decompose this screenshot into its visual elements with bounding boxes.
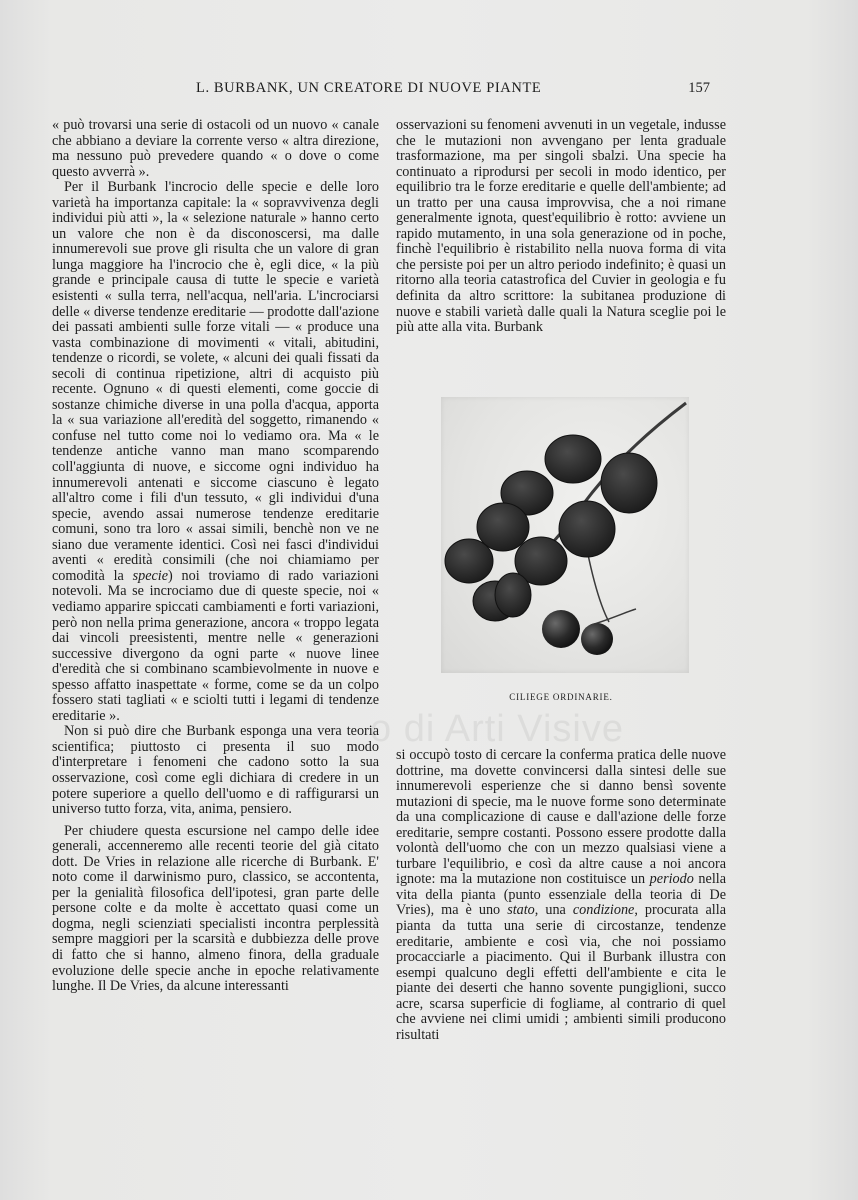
paragraph: osservazioni su fenomeni avvenuti in un vegetale, indusse che le mutazioni non avvengano per lenta graduale trasformazione, ma per singoli sbalzi. Una specie ha continuato a riprodursi per secoli in modo identico, per equilibrio tra le forze ereditarie e quelle dell'ambiente; ad un tratto per una causa improvvisa, che a noi rimane generalmente ignota, quest'equilibrio è rotto: avviene un rapido mutamento, in una sola generazione od in poche, finchè l'equilibrio è ristabilito nella nuova forma di vita che persiste poi per un altro periodo indefinito; è quasi un ritorno alla teoria catastrofica del Cuvier in geologia e fu definita da altro scrittore: la subitanea produzione di nuove e stabili varietà dalle quali la Natura sceglie poi le più atte alla vita. Burbank [396, 117, 726, 336]
leaf [559, 501, 615, 557]
running-header [196, 80, 710, 97]
paragraph: Per il Burbank l'incrocio delle specie e delle loro varietà ha importanza capitale: la « sopravvivenza degli individui più atti », la « selezione naturale » hanno certo un valore che non è da disconoscersi, ma dalle innumerevoli sue prove gli risulta che un valore di gran lunga maggiore ha l'incrocio che è, egli dice, « la più grande e principale causa di tutte le specie e varietà esistenti « sulla terra, nell'acqua, nell'aria. L'incrociarsi delle « diverse tendenze ereditarie — prodotte dall'azione dei passati ambienti sulle forze vitali — « produce una vasta combinazione di movimenti « vitali, abitudini, tendenze o ricordi, se volete, « alcuni dei quali fissati da secoli di continua ripetizione, altri di acquisto più recente. Ognuno « di questi elementi, come goccie di sostanze chimiche diverse in una polla d'acqua, apporta la « sua variazione all'eredità del soggetto, rimanendo « confuse nel tutto come noi lo vediamo ora. Ma « le tendenze antiche vanno man mano scomparendo coll'aggiunta di nuove, e siccome ogni individuo ha innumerevoli antenati e siccome ciascuno è legato all'altro come i fili d'un tessuto, « gli individui d'una specie, avendo assai numerose tendenze ereditarie comuni, sono tra loro « assai simili, benchè non ve ne siano due veramente identici. Così nei fasci d'individui aventi « eredità consimili (che noi chiamiamo per comodità la specie) noi troviamo di rado variazioni notevoli. Ma se incrociamo due di queste specie, noi « vediamo apparire spiccati cambiamenti e forti variazioni, però non nella prima generazione, ancora « troppo legata dai vincoli preesistenti, mentre nelle « generazioni successive divergono da ogni parte « nuove linee d'eredità che si combinano scambievolmente in nuove e spesso affatto inaspettate « forme, come se da un colpo fossero stati tagliati « e sciolti tutti i legami di tendenze ereditarie ». [52, 179, 379, 724]
watermark-text: o di Arti Visive [370, 708, 624, 750]
leaf [495, 573, 531, 617]
paragraph: Per chiudere questa escursione nel campo delle idee generali, accenneremo alle recenti teorie del già citato dott. De Vries in relazione alle ricerche di Burbank. E' noto come il darwinismo puro, classico, se accontenta, per la genialità filosofica dell'ipotesi, gran parte delle persone colte e da molte è accettato quasi come un dogma, negli scienziati specialisti incontra perplessità sempre maggiori per la scarsità e dubbiezza delle prove di fatto che si hanno, almeno finora, della graduale evoluzione delle specie anche in epoche relativamente lunghe. Il De Vries, da alcune interessanti [52, 822, 379, 995]
running-title: L. BURBANK, UN CREATORE DI NUOVE PIANTE [196, 80, 542, 96]
cherry [581, 623, 613, 655]
paragraph: si occupò tosto di cercare la conferma pratica delle nuove dottrine, ma dovette convincersi dalla sintesi delle sue innumerevoli esperienze che si danno bensì sovente mutazioni di specie, ma le nuove forme sono determinate da una complicazione di cause e dall'azione delle forze ereditarie, sempre costanti. Possono essere prodotte dalla volontà dell'uomo che con un mezzo qualsiasi viene a turbare l'equilibrio, e così da altre cause a noi ancora ignote: ma la mutazione non costituisce un periodo nella vita della pianta (punto essenziale della teoria di De Vries), ma è uno stato, una condizione, procurata alla pianta da tutta una serie di circostanze, tendenze ereditarie, ambiente e così via, che noi possiamo procacciarle a piacimento. Qui il Burbank illustra con esempi qualcuno degli effetti dell'ambiente e cita le piante dei deserti che hanno sovente pungiglioni, succo acre, scarsa superficie di fogliame, al contrario di quel che avviene nei climi umidi ; ambienti simili producono risultati [396, 747, 726, 1043]
cherry-branch-illustration [441, 397, 689, 673]
paragraph: « può trovarsi una serie di ostacoli od un nuovo « canale che abbiano a deviare la corrente verso « altra direzione, ma nessuno può prevedere quando « o dove o come questo avverrà ». [52, 117, 379, 180]
cherry-branch-photo [441, 397, 689, 673]
leaf [601, 453, 657, 513]
leaf [445, 539, 493, 583]
left-column [52, 118, 379, 995]
paragraph: Non si può dire che Burbank esponga una vera teoria scientifica; piuttosto ci presenta il suo modo d'interpretare i fenomeni che cadono sotto la sua osservazione, così come egli dichiara di credere in un potere superiore a quello dell'uomo e di raffigurarsi un universo tutto forza, vita, anima, pensiero. [52, 723, 379, 818]
right-column-bottom [396, 748, 726, 1043]
leaf [545, 435, 601, 483]
page-number: 157 [688, 80, 710, 96]
figure-caption: CILIEGE ORDINARIE. [509, 692, 613, 702]
cherry [542, 610, 580, 648]
right-column-top [396, 118, 726, 336]
